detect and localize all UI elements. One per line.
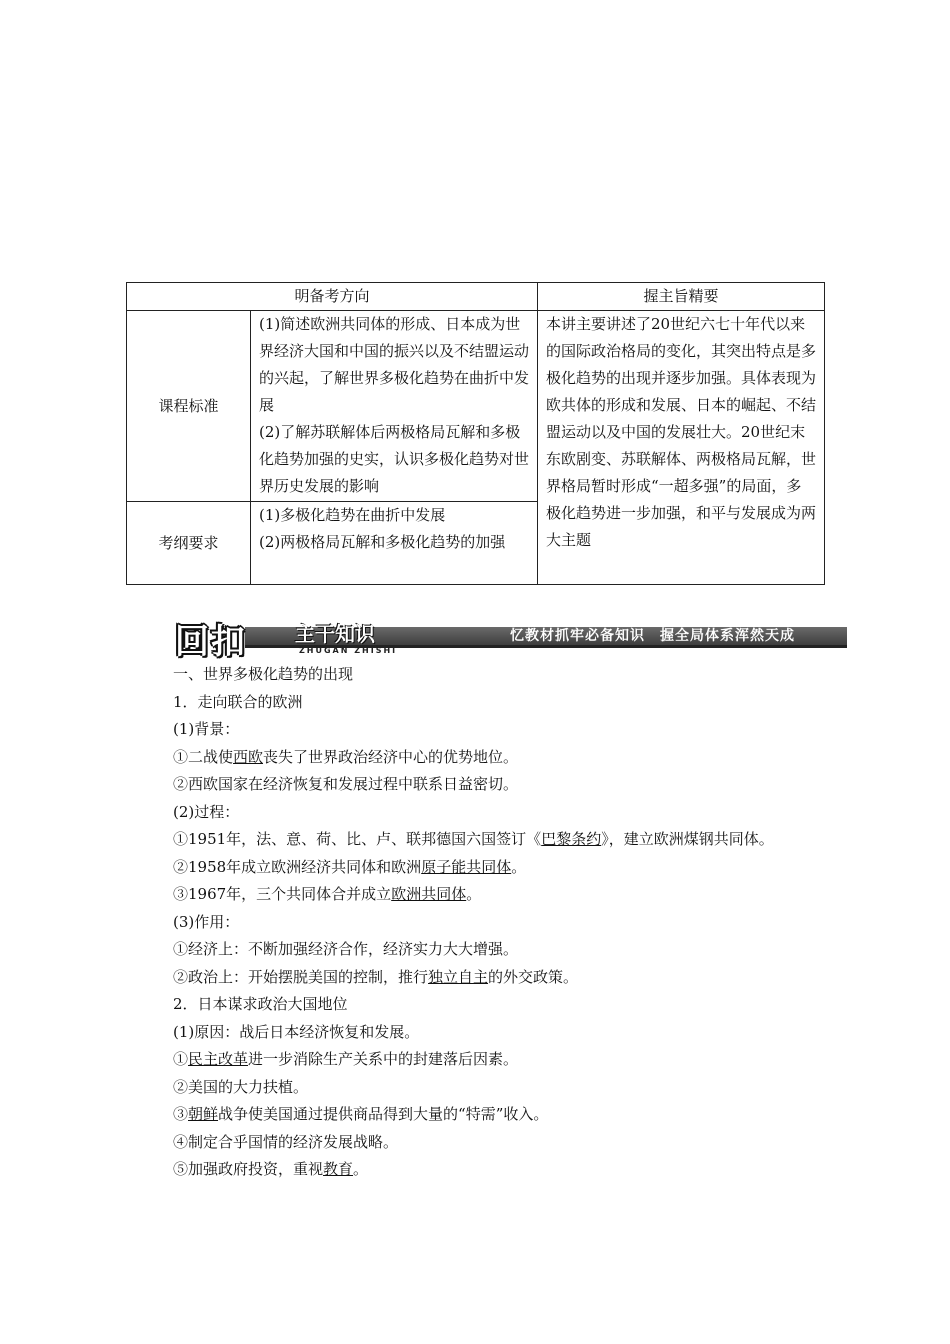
text-line: ①民主改革进一步消除生产关系中的封建落后因素。 [173,1050,519,1068]
heading-1: 一、世界多极化趋势的出现 [173,665,354,683]
summary-cell: 本讲主要讲述了20世纪六七十年代以来的国际政治格局的变化，其突出特点是多极化趋势的出现并逐步加强。具体表现为欧共体的形成和发展、日本的崛起、不结盟运动以及中国的发展壮大。20世纪末东欧剧变、苏联解体、两极格局瓦解，世界格局暂时形成“一超多强”的局面，多极化趋势进一步加强，和平与发展成为两大主题 [538,311,825,585]
banner-slogan: 忆教材抓牢必备知识 握全局体系浑然天成 [510,628,795,644]
text-line: ②西欧国家在经济恢复和发展过程中联系日益密切。 [173,775,519,793]
standard-content: (1)简述欧洲共同体的形成、日本成为世界经济大国和中国的振兴以及不结盟运动的兴起，了解世界多极化趋势在曲折中发展 (2)了解苏联解体后两极格局瓦解和多极化趋势加强的史实，认识多极化趋势对世界历史发展的影响 [251,311,538,502]
heading-1-2: 2．日本谋求政治大国地位 [173,995,348,1013]
banner-pinyin: ZHUGAN ZHISHI [299,646,398,655]
text-line: ③1967年，三个共同体合并成立欧洲共同体。 [173,885,482,903]
sub-effect: (3)作用： [173,912,240,931]
text-line: ④制定合乎国情的经济发展战略。 [173,1132,399,1151]
text-line: ③朝鲜战争使美国通过提供商品得到大量的“特需”收入。 [173,1105,549,1123]
overview-table [126,282,825,585]
sub-process: (2)过程： [173,802,240,821]
text-line: ①二战使西欧丧失了世界政治经济中心的优势地位。 [173,747,519,766]
heading-1-1: 1．走向联合的欧洲 [173,692,303,711]
text-line: ①1951年，法、意、荷、比、卢、联邦德国六国签订《巴黎条约》，建立欧洲煤钢共同体。 [173,830,774,848]
banner-big-text: 回扣 [175,622,247,662]
header-right: 握主旨精要 [538,283,825,311]
header-left: 明备考方向 [127,283,538,311]
row-label-standard: 课程标准 [127,311,251,502]
section-banner [175,620,847,660]
text-line: ②政治上：开始摆脱美国的控制，推行独立自主的外交政策。 [173,967,579,986]
sub-reason: (1)原因：战后日本经济恢复和发展。 [173,1022,420,1041]
text-line: ②美国的大力扶植。 [173,1077,309,1096]
sub-background: (1)背景： [173,720,240,738]
banner-mid-text: 主干知识 [295,622,375,646]
row-label-exam: 考纲要求 [127,502,251,585]
text-line: ⑤加强政府投资，重视教育。 [173,1160,369,1178]
main-content [145,661,815,1184]
text-line: ①经济上：不断加强经济合作，经济实力大大增强。 [173,940,519,958]
text-line: ②1958年成立欧洲经济共同体和欧洲原子能共同体。 [173,857,527,876]
exam-content: (1)多极化趋势在曲折中发展 (2)两极格局瓦解和多极化趋势的加强 [251,502,538,585]
